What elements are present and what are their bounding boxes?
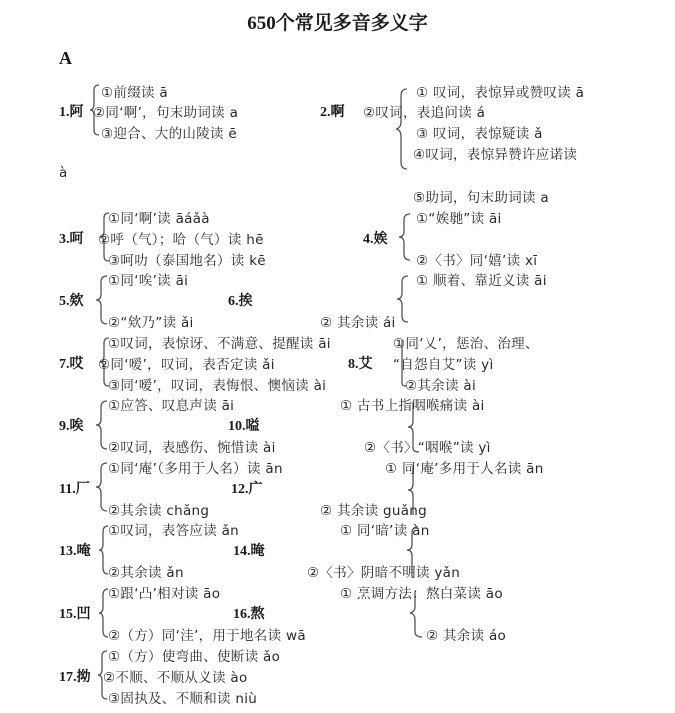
item: à [59,165,68,181]
item: ① 顺着、靠近义读 āi [416,273,547,289]
headword: 2.啊 [320,105,345,120]
brace-icon [399,213,411,261]
headword: 1.阿 [59,105,84,120]
item: ②〈书〉阴暗不明读 yǎn [307,565,461,581]
item: ①（方）使弯曲、使断读 ǎo [108,649,281,665]
item: ②其余读 ǎn [108,565,184,581]
headword: 3.呵 [59,232,84,247]
item: ①同‘啊’读 āáǎà [108,211,210,227]
headword: 13.唵 [59,544,91,559]
item: ③ 叹词，表惊疑读 ǎ [416,126,543,142]
headword: 6.挨 [228,294,253,309]
item: ① 古书上指咽喉痛读 ài [340,398,485,414]
item: ① 叹词，表惊异或赞叹读 ā [416,85,585,101]
item: ①跟‘凸’相对读 āo [108,586,221,602]
item: ①应答、叹息声读 āi [108,398,235,414]
item: “自怨自艾”读 yì [393,357,494,373]
item: ①前缀读 ā [101,85,168,101]
item: ②其余读 ài [405,378,477,394]
brace-icon [96,462,108,512]
headword: 14.晻 [233,544,265,559]
headword: 15.凹 [59,607,91,622]
headword: 17.拗 [59,670,91,685]
item: ② 其余读 áo [426,628,507,644]
headword: 5.欸 [59,294,84,309]
item: ② 其余读 ái [320,315,396,331]
item: ①同‘唉’读 āi [108,273,189,289]
item: ②〈书〉同‘嬉’读 xī [416,253,538,269]
item: ④叹词，表惊异赞许应诺读 [413,147,578,163]
headword: 8.艾 [348,357,373,372]
headword: 16.熬 [233,607,265,622]
item: ②叹词，表追问读 á [363,105,486,121]
item: ②〈书〉“咽喉”读 yì [364,440,491,456]
page-title: 650个常见多音多义字 [247,13,428,34]
brace-icon [96,275,108,325]
item: ②叹词，表感伤、惋惜读 ài [108,440,276,456]
headword: 12.广 [231,482,263,497]
headword: 4.娭 [363,232,388,247]
item: ② 其余读 guǎng [320,503,428,519]
item: ②（方）同‘洼’，用于地名读 wā [108,628,306,644]
item: ⑤助词，句末助词读 a [413,190,549,206]
item: ②“欸乃”读 ǎi [108,315,194,331]
item: ①叹词，表惊讶、不满意、提醒读 āi [108,336,331,352]
item: ① 同‘暗’读 àn [340,523,430,539]
item: ②呼（气）；哈（气）读 hē [98,232,264,248]
item: ①“娭毑”读 āi [416,211,502,227]
brace-icon [397,275,409,323]
section-letter: A [59,48,72,68]
item: ③同‘嗳’，叹词，表悔恨、懊恼读 ài [108,378,327,394]
headword: 11.厂 [59,482,90,497]
headword: 10.嗌 [228,419,260,434]
item: ③呵叻（泰国地名）读 kē [108,253,266,269]
item: ②其余读 chǎng [108,503,210,519]
item: ②同‘嗳’，叹词，表否定读 ǎi [98,357,275,373]
item: ①叹词，表答应读 ǎn [108,523,240,539]
headword: 9.唉 [59,419,84,434]
item: ③固执及、不顺和读 niù [108,691,258,707]
item: ① 烹调方法：熬白菜读 āo [340,586,503,602]
item: ①同‘乂’，惩治、治理、 [393,336,539,352]
headword: 7.哎 [59,357,84,372]
item: ③迎合、大的山陵读 ē [101,126,237,142]
item: ①同‘庵’（多用于人名）读 ān [108,461,283,477]
item: ① 同‘庵’多用于人名读 ān [385,461,544,477]
item: ②同‘啊’，句末助词读 a [93,105,239,121]
item: ②不顺、不顺从义读 ào [103,670,248,686]
brace-icon [96,400,108,450]
